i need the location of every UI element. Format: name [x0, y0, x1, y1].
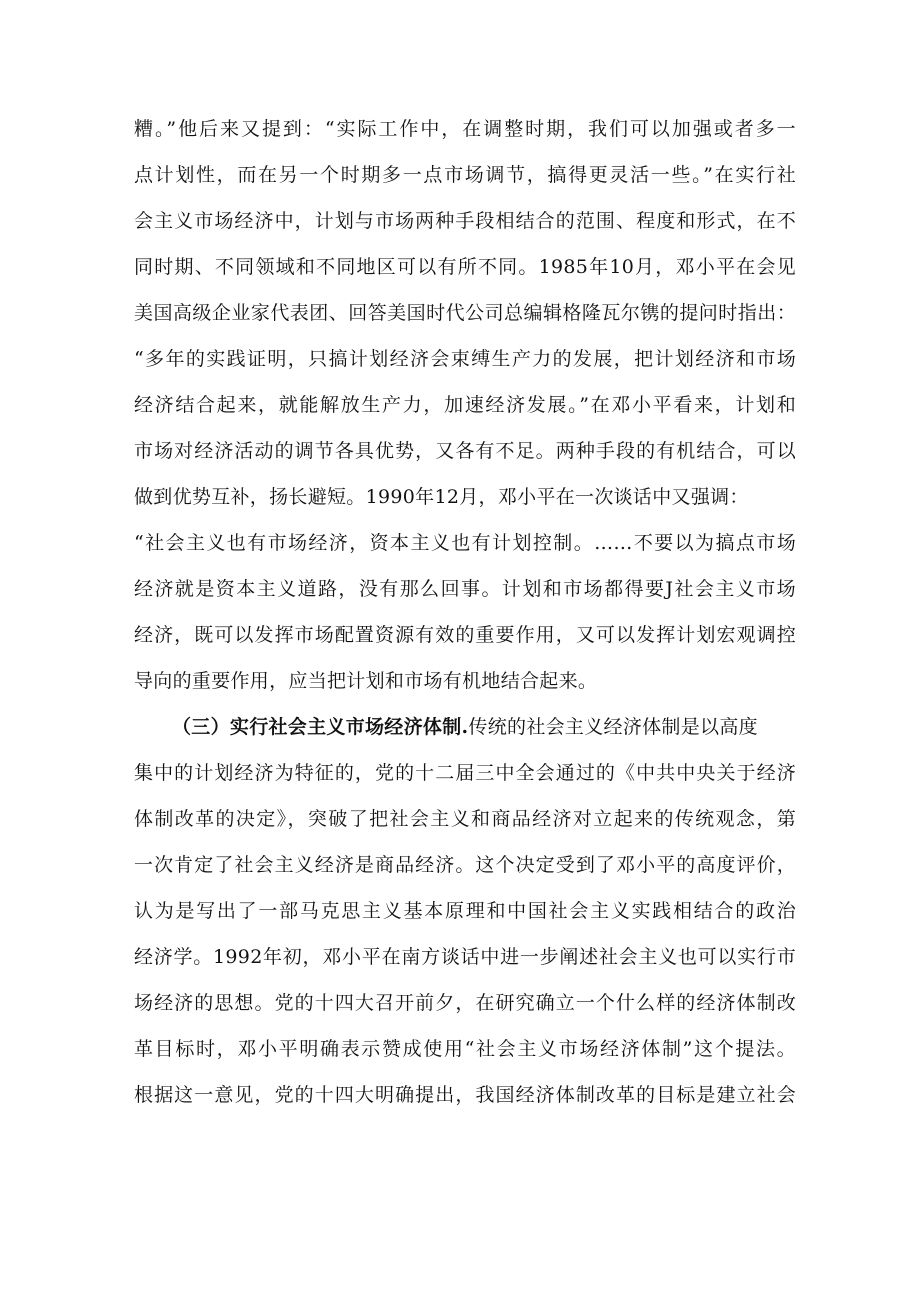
text-line: “社会主义也有市场经济，资本主义也有计划控制。……不要以为搞点市场 [134, 532, 796, 554]
text-line: 革目标时，邓小平明确表示赞成使用“社会主义市场经济体制”这个提法。 [134, 1038, 796, 1060]
section-heading: （三）实行社会主义市场经济体制. [172, 716, 469, 738]
text-line: 集中的计划经济为特征的，党的十二届三中全会通过的《中共中央关于经济 [134, 762, 796, 784]
text-line: 一次肯定了社会主义经济是商品经济。这个决定受到了邓小平的高度评价， [134, 854, 796, 876]
text-line: 根据这一意见，党的十四大明确提出，我国经济体制改革的目标是建立社会 [134, 1084, 796, 1106]
text-line: 认为是写出了一部马克思主义基本原理和中国社会主义实践相结合的政治 [134, 900, 796, 922]
text-line: 经济结合起来，就能解放生产力，加速经济发展。”在邓小平看来，计划和 [134, 394, 796, 416]
section-heading-line [172, 712, 796, 742]
text-line: 经济学。1992年初，邓小平在南方谈话中进一步阐述社会主义也可以实行市 [134, 946, 796, 968]
text-line: 导向的重要作用，应当把计划和市场有机地结合起来。 [134, 670, 598, 692]
text-line: 经济，既可以发挥市场配置资源有效的重要作用，又可以发挥计划宏观调控 [134, 624, 796, 646]
text-line: 体制改革的决定》，突破了把社会主义和商品经济对立起来的传统观念，第 [134, 808, 796, 830]
text-line: 会主义市场经济中，计划与市场两种手段相结合的范围、程度和形式，在不 [134, 210, 796, 232]
text-line: 美国高级企业家代表团、回答美国时代公司总编辑格隆瓦尔镌的提问时指出： [134, 302, 796, 324]
text-line: 市场对经济活动的调节各具优势，又各有不足。两种手段的有机结合，可以 [134, 440, 796, 462]
text-line: 点计划性，而在另一个时期多一点市场调节，搞得更灵活一些。”在实行社 [134, 164, 796, 186]
text-line: 糟。”他后来又提到：“实际工作中，在调整时期，我们可以加强或者多一 [134, 118, 796, 140]
text-line: 同时期、不同领域和不同地区可以有所不同。1985年10月，邓小平在会见 [134, 256, 796, 278]
section-heading-tail: 传统的社会主义经济体制是以高度 [468, 716, 758, 738]
text-line: 经济就是资本主义道路，没有那么回事。计划和市场都得要J社会主义市场 [134, 578, 796, 600]
text-line: 场经济的思想。党的十四大召开前夕，在研究确立一个什么样的经济体制改 [134, 992, 796, 1014]
text-line: “多年的实践证明，只搞计划经济会束缚生产力的发展，把计划经济和市场 [134, 348, 796, 370]
text-line: 做到优势互补，扬长避短。1990年12月，邓小平在一次谈话中又强调： [134, 486, 749, 508]
